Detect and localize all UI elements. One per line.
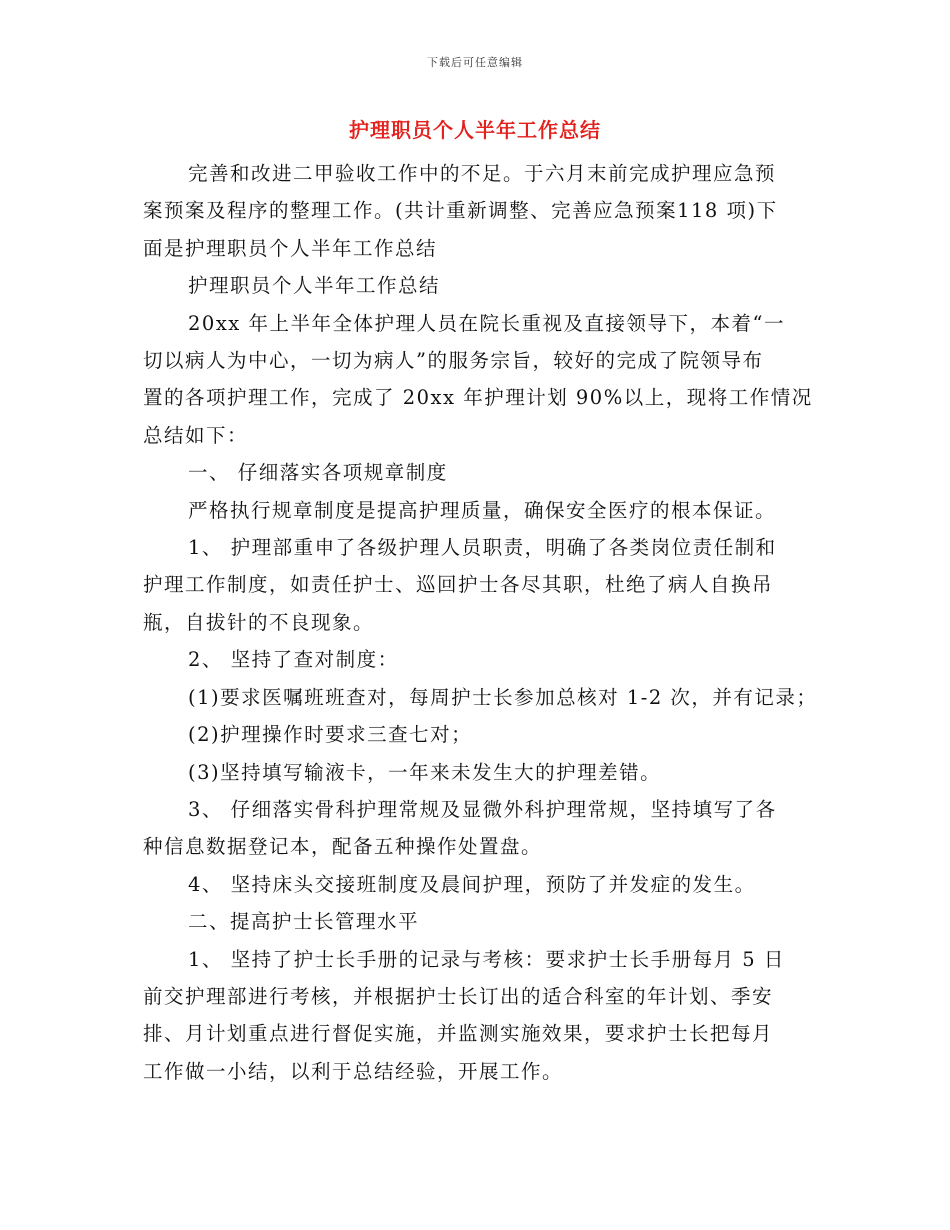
body-line: 排、月计划重点进行督促实施，并监测实施效果，要求护士长把每月 (143, 1022, 774, 1046)
body-line: 20xx 年上半年全体护理人员在院长重视及直接领导下，本着“一 (188, 311, 785, 335)
body-line: 切以病人为中心，一切为病人”的服务宗旨，较好的完成了院领导布 (143, 349, 764, 373)
body-line: 1、 护理部重申了各级护理人员职责，明确了各类岗位责任制和 (188, 536, 777, 560)
body-line: 护理工作制度，如责任护士、巡回护士各尽其职，杜绝了病人自换吊 (143, 573, 774, 597)
body-line: 前交护理部进行考核，并根据护士长订出的适合科室的年计划、季安 (143, 984, 774, 1008)
body-line: 工作做一小结，以利于总结经验，开展工作。 (143, 1059, 564, 1083)
body-line: 护理职员个人半年工作总结 (188, 274, 441, 298)
document-body (143, 155, 833, 1090)
body-line: 种信息数据登记本，配备五种操作处置盘。 (143, 835, 543, 859)
body-line: (1)要求医嘱班班查对，每周护士长参加总核对 1-2 次，并有记录； (188, 685, 818, 709)
body-line: 瓶，自拔针的不良现象。 (143, 610, 375, 634)
body-line: (3)坚持填写输液卡，一年来未发生大的护理差错。 (188, 760, 662, 784)
body-line: 完善和改进二甲验收工作中的不足。于六月末前完成护理应急预 (188, 162, 777, 185)
body-line: 4、 坚持床头交接班制度及晨间护理，预防了并发症的发生。 (188, 872, 756, 896)
body-line: (2)护理操作时要求三查七对； (188, 723, 473, 747)
body-line: 面是护理职员个人半年工作总结 (143, 236, 438, 260)
body-line: 严格执行规章制度是提高护理质量，确保安全医疗的根本保证。 (188, 498, 777, 522)
body-line: 一、 仔细落实各项规章制度 (188, 461, 448, 485)
body-line: 置的各项护理工作，完成了 20xx 年护理计划 90%以上，现将工作情况 (143, 386, 813, 410)
body-line: 案预案及程序的整理工作。(共计重新调整、完善应急预案118 项)下 (143, 199, 778, 223)
body-line: 3、 仔细落实骨科护理常规及显微外科护理常规，坚持填写了各 (188, 797, 777, 821)
body-line: 2、 坚持了查对制度： (188, 648, 399, 672)
body-line: 1、 坚持了护士长手册的记录与考核：要求护士长手册每月 5 日 (188, 947, 785, 971)
body-line: 总结如下： (143, 423, 249, 447)
document-title: 护理职员个人半年工作总结 (349, 118, 601, 142)
header-note: 下载后可任意编辑 (427, 56, 523, 69)
body-line: 二、提高护士长管理水平 (188, 910, 420, 934)
